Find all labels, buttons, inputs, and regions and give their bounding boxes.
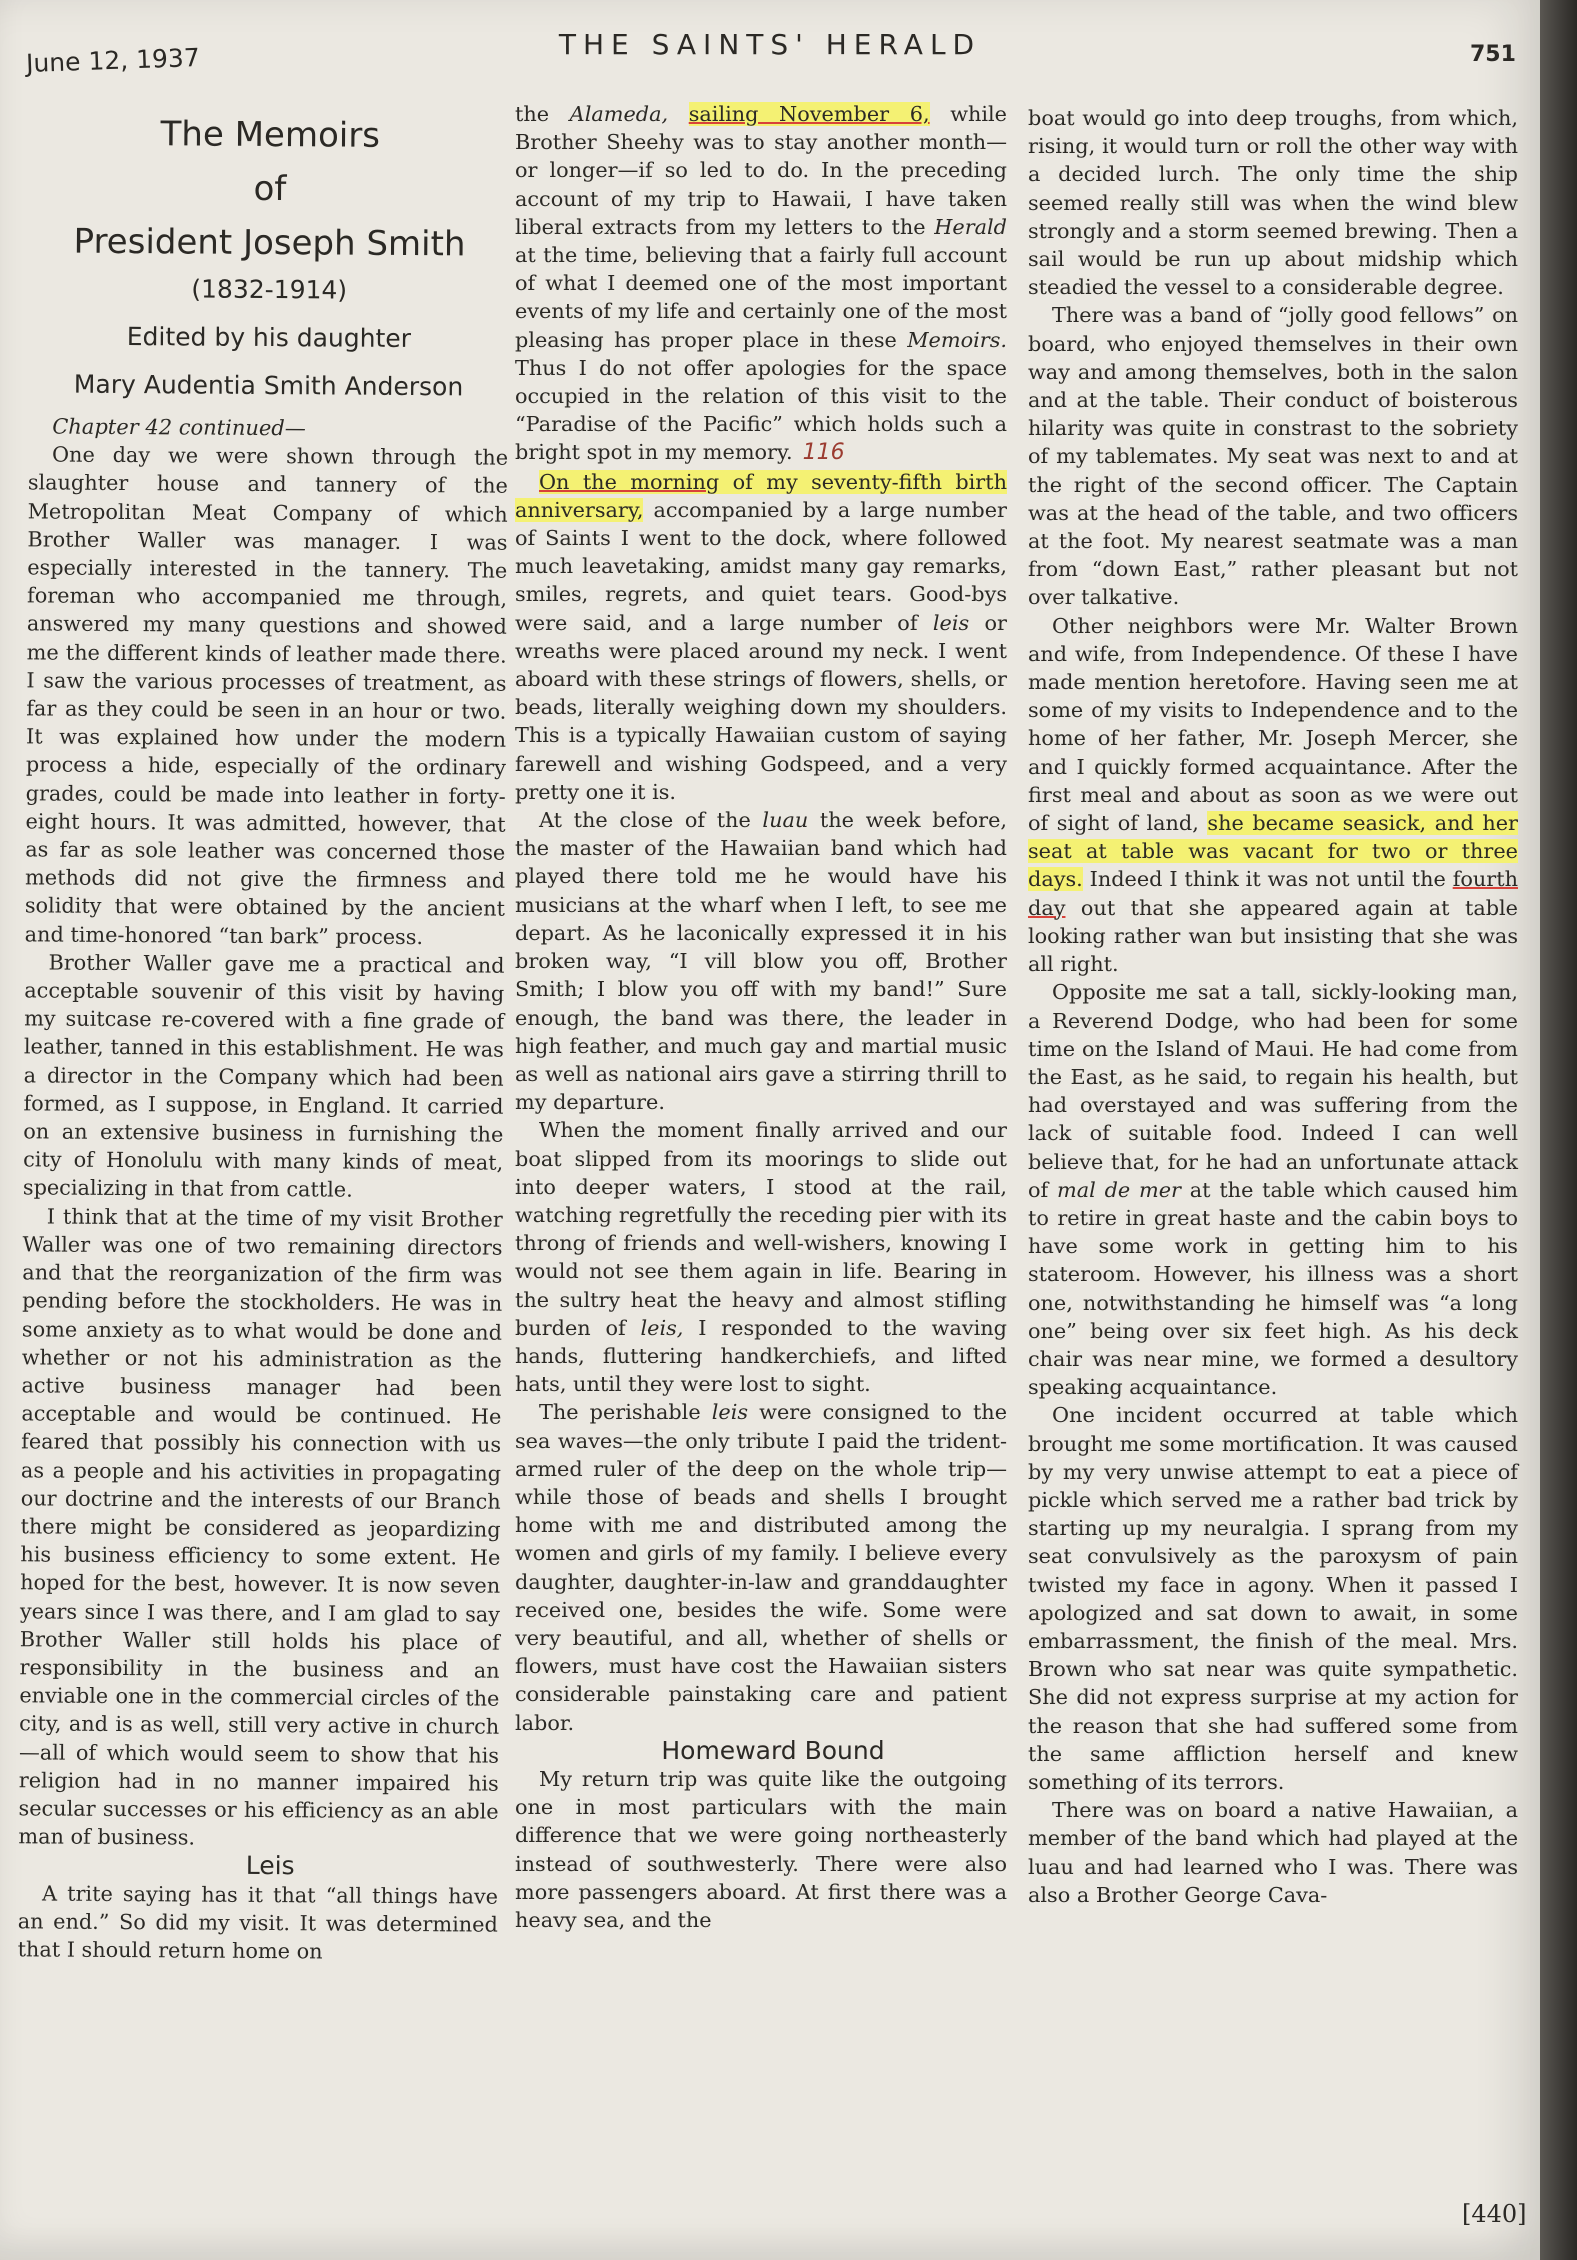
issue-date: June 12, 1937 — [25, 42, 201, 79]
paragraph: There was a band of “jolly good fellows” on board, who enjoyed themselves in their own way and among themselves, both in the salon and at the table. Their conduct of boisterous hilarity was quite in constrast to the sobriety of my tablemates. My seat was next to and at the right of the second officer. The Captain was at the head of the table, and two officers at the foot. My nearest seatmate was a man from “down East,” rather pleasant but not over talkative. — [1028, 303, 1518, 610]
paragraph: the Alameda, sailing November 6, while Brother Sheehy was to stay another month—or longer—if so led to do. In the preceding account of my trip to Hawaii, I have taken liberal extracts from my letters to the Herald at the time, believing that a fairly full account of what I deemed one of the most important events of my life and certainly one of the most pleasing has proper place in these Memoirs. Thus I do not offer apologies for the space occupied in the relation of this visit to the “Paradise of the Pacific” which holds such a bright spot in my memory. 116 — [515, 102, 1007, 466]
highlight-sailing-date: sailing November 6, — [688, 102, 930, 126]
paragraph: I think that at the time of my visit Brother Waller was one of two remaining directors and that the reorganization of the firm was pending before the stockholders. He was in some anxiety as to what would be done and whether or not his administration as the active business manager had been acceptable and would be continued. He feared that possibly his connection with us as a people and his activities in propagating our doctrine and the interests of our Branch there might be considered as jeopardizing his business efficiency to some extent. He hoped for the best, however. It is now seven years since I was there, and I am glad to say Brother Waller still holds his place of responsibility in the business and an enviable one in the commercial circles of the city, and is as well, still very active in church—all of which would seem to show that his religion had in no manner impaired his secular successes or his efficiency as an able man of business. — [18, 1204, 503, 1850]
column-3 — [1028, 104, 1518, 1909]
subheading-homeward-bound: Homeward Bound — [661, 1735, 885, 1765]
edited-by: Edited by his daughter — [126, 322, 412, 354]
paragraph: On the morning of my seventy-fifth birth anniversary, accompanied by a large number of Saints I went to the dock, where followed much leavetaking, amidst many gay remarks, smiles, regrets, and quiet tears. Good-bys were said, and a large number of leis or wreaths were placed around my neck. I went aboard with these strings of flowers, shells, or beads, literally weighing down my shoulders. This is a typically Hawaiian custom of saying farewell and wishing Godspeed, and a very pretty one it is. — [515, 469, 1008, 804]
paragraph: When the moment finally arrived and our boat slipped from its moorings to slide out into deeper waters, I stood at the rail, watching regretfully the receding pier with its throng of friends and well-wishers, knowing I would not see them again in life. Bearing in the sultry heat the heavy and almost stifling burden of leis, I responded to the waving hands, fluttering handkerchiefs, and lifted hats, until they were lost to sight. — [515, 1118, 1007, 1397]
paragraph: Opposite me sat a tall, sickly-looking man, a Reverend Dodge, who had been for some time on the Island of Maui. He had come from the East, as he said, to regain his health, but had overstayed and was suffering from the lack of suitable food. Indeed I can well believe that, for he had an unfortunate attack of mal de mer at the table which caused him to retire in great haste and the cabin boys to have some work in getting him to his stateroom. However, his illness was a short one, notwithstanding he himself was “a long one” being over six feet high. As his deck chair was near mine, we formed a desultory speaking acquaintance. — [1028, 980, 1518, 1400]
article-title-block — [28, 106, 510, 405]
paragraph: There was on board a native Hawaiian, a member of the band which had played at the luau and had learned who I was. There was also a Brother George Cava- — [1028, 1798, 1518, 1907]
paragraph: A trite saying has it that “all things have an end.” So did my visit. It was determined that I should return home on — [17, 1881, 499, 1964]
paragraph: My return trip was quite like the outgoing one in most particulars with the main difference that we were going northeasterly instead of southwesterly. There were also more passengers aboard. At first there was a heavy sea, and the — [515, 1766, 1007, 1932]
magazine-title: THE SAINTS' HERALD — [558, 28, 982, 61]
paragraph: One day we were shown through the slaughter house and tannery of the Metropolitan Meat Company of which Brother Waller was manager. I was especially interested in the tannery. The foreman who accompanied me through, answered my many questions and showed me the different kinds of leather made there. I saw the various processes of treatment, as far as they could be seen in an hour or two. It was explained how under the modern process a hide, especially of the ordinary grades, could be made into leather in forty-eight hours. It was admitted, however, that as far as sole leather was concerned those methods did not give the firmness and solidity that were obtained by the ancient and time-honored “tan bark” process. — [24, 442, 509, 949]
paragraph: Brother Waller gave me a practical and acceptable souvenir of this visit by having my suitcase re-covered with a fine grade of leather, tanned in this establishment. He was a director in the Company which had been formed, as I suppose, in England. It carried on an extensive business in furnishing the city of Honolulu with many kinds of meat, specializing in that from cattle. — [22, 950, 505, 1203]
title-line-3: President Joseph Smith — [73, 221, 466, 265]
highlight-seasick: she became seasick, — [1207, 811, 1427, 836]
subheading-leis: Leis — [245, 1851, 295, 1881]
highlight-morning: On the morning — [539, 469, 720, 494]
editor-name: Mary Audentia Smith Anderson — [73, 369, 464, 402]
paragraph: At the close of the luau the week before, the master of the Hawaiian band which had played there told me he would have his musicians at the wharf when I left, to see me depart. As he laconically expressed it in his broken way, “I vill blow you off, Brother Smith; I blow you off with my band!” Sure enough, the band was there, the leader in high feather, and much gay and martial music as well as national airs gave a stirring thrill to my departure. — [515, 808, 1008, 1115]
column-1 — [18, 106, 511, 1966]
highlight-seat-vacant: her seat at table was vacant for two or three days. — [1028, 811, 1519, 892]
page-number: 751 — [1470, 42, 1516, 67]
title-line-1: The Memoirs — [160, 114, 381, 156]
column-2 — [515, 100, 1007, 1934]
paragraph: The perishable leis were consigned to the sea waves—the only tribute I paid the trident-armed ruler of the deep on the whole trip—while those of beads and shells I brought home with me and distributed among the women and girls of my family. I believe every daughter, daughter-in-law and granddaughter received one, besides the wife. Some were very beautiful, and all, whether of shells or flowers, must have cost the Hawaiian sisters considerable painstaking care and patient labor. — [515, 1400, 1007, 1735]
underline-fourth-day: fourth day — [1028, 867, 1518, 920]
title-line-2: of — [253, 168, 287, 210]
paragraph: boat would go into deep troughs, from which, rising, it would turn or roll the other way with a decided lurch. The only time the ship seemed really still was when the wind blew strongly and a storm seemed brewing. Then a sail would be run up about midship which steadied the vessel to a considerable degree. — [1028, 106, 1518, 300]
highlight-birthday: my seventy-fifth birth anniversary, — [515, 469, 1007, 522]
page-edge-shadow — [1540, 0, 1577, 2260]
handwritten-note: 116 — [802, 440, 845, 466]
chapter-label: Chapter 42 continued— — [52, 414, 306, 441]
paragraph: One incident occurred at table which brought me some mortification. It was caused by my very unwise attempt to eat a piece of pickle which served me a rather bad trick by starting up my neuralgia. I sprang from my seat convulsively as the paroxysm of pain twisted my face in agony. When it passed I apologized and sat down to await, in some embarrassment, the finish of the meal. Mrs. Brown who sat near was quite sympathetic. She did not express surprise at my action for the reason that she had suffered some from the same affliction herself and knew something of its terrors. — [1028, 1403, 1518, 1794]
paragraph: Other neighbors were Mr. Walter Brown and wife, from Independence. Of these I have made mention heretofore. Having seen me at some of my visits to Independence and to the home of her father, Mr. Joseph Mercer, she and I quickly formed acquaintance. After the first meal and about as soon as we were out of sight of land, she became seasick, and her seat at table was vacant for two or three days. Indeed I think it was not until the fourth day out that she appeared again at table looking rather wan but insisting that she was all right. — [1028, 613, 1519, 977]
title-years: (1832-1914) — [191, 274, 348, 305]
page-reference: [440] — [1462, 2200, 1527, 2228]
